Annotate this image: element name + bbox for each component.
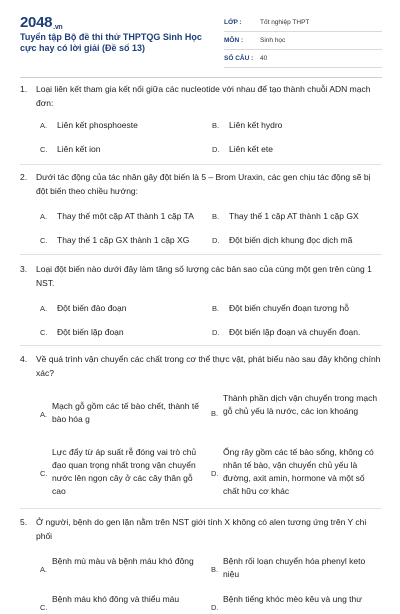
option-text: Đột biến dịch khung đọc dịch mã [229, 235, 353, 245]
option-letter: B. [212, 304, 220, 313]
question-1 [20, 82, 382, 154]
question-divider [20, 508, 382, 509]
option-letter: A. [40, 304, 48, 313]
option-letter: C. [40, 236, 48, 245]
question-divider [20, 345, 382, 346]
document-title: Tuyển tập Bộ đề thi thử THPTQG Sinh Học cực hay có lời giải (Đề số 13) [20, 32, 202, 53]
option-c[interactable] [40, 143, 210, 156]
option-text: Liên kết ion [57, 144, 101, 154]
question-stem [20, 170, 382, 198]
option-text: Mạch gỗ gồm các tế bào chết, thành tế bào hóa g [52, 401, 199, 424]
option-a[interactable] [40, 119, 210, 132]
option-text: Thay thế một cặp AT thành 1 cặp TA [57, 211, 194, 221]
option-b[interactable] [212, 119, 382, 132]
option-letter: B. [212, 121, 220, 130]
option-text: Ống rây gồm các tế bào sống, không có nhân tế bào, vận chuyển chủ yếu là đường, axit amin, hormone và một số chất hữu cơ khác [223, 447, 374, 496]
option-text: Đột biến chuyển đoạn tương hỗ [229, 303, 349, 313]
option-text: Bệnh rối loạn chuyển hóa phenyl keto niệu [223, 556, 366, 579]
option-letter: C. [40, 145, 48, 154]
logo-text: 2048 [20, 14, 53, 31]
question-text: Loại liên kết tham gia kết nối giữa các nucleotide với nhau để tạo thành chuỗi ADN mạch đơn: [36, 84, 371, 108]
meta-value: 40 [260, 55, 268, 62]
question-number: 1. [20, 84, 28, 94]
option-letter: A. [40, 121, 48, 130]
meta-value: Sinh học [260, 37, 286, 44]
question-divider [20, 164, 382, 165]
meta-row-count [224, 50, 382, 68]
question-number: 3. [20, 264, 28, 274]
header [0, 0, 400, 66]
question-number: 4. [20, 354, 28, 364]
option-letter: D. [212, 328, 220, 337]
option-d[interactable] [212, 143, 382, 156]
option-letter: D. [211, 603, 219, 612]
question-text: Dưới tác động của tác nhân gây đột biến là 5 – Brom Uraxin, các gen chịu tác động sẽ bị đột biến theo chiều hướng: [36, 172, 371, 196]
meta-row-subject [224, 32, 382, 50]
question-text: Về quá trình vận chuyển các chất trong cơ thể thực vật, phát biểu nào sau đây không chính xác? [36, 354, 381, 378]
option-a[interactable] [40, 555, 205, 574]
option-c[interactable] [40, 446, 205, 498]
option-d[interactable] [212, 326, 382, 339]
option-a[interactable] [40, 302, 210, 315]
option-b[interactable] [212, 210, 384, 223]
option-b[interactable] [211, 555, 379, 581]
option-a[interactable] [40, 400, 205, 426]
question-4 [20, 352, 382, 496]
question-3 [20, 262, 382, 337]
logo-suffix: .vn [53, 24, 63, 31]
option-text: Bệnh máu khó đông và thiểu máu [52, 594, 180, 604]
option-letter: B. [212, 212, 220, 221]
option-c[interactable] [40, 326, 210, 339]
option-letter: A. [40, 212, 48, 221]
question-text: Ở người, bệnh do gen lặn nằm trên NST giới tính X không có alen tương ứng trên Y chi phối [36, 517, 367, 541]
option-b[interactable] [212, 302, 382, 315]
option-text: Đột biến lặp đoạn [57, 327, 124, 337]
option-letter: B. [211, 565, 219, 574]
question-stem [20, 82, 382, 110]
option-letter: D. [212, 145, 220, 154]
option-text: Lực đẩy từ áp suất rễ đóng vai trò chủ đạo quan trọng nhất trong vận chuyển nước lên ngọn cây ở các cây thân gỗ cao [52, 447, 197, 496]
question-text: Loại đột biến nào dưới đây làm tăng số lượng các bản sao của cùng một gen trên cùng 1 NST. [36, 264, 372, 288]
meta-key: LỚP : [224, 19, 242, 26]
option-d[interactable] [211, 446, 379, 498]
option-text: Đột biến lặp đoạn và chuyển đoạn. [229, 327, 361, 337]
option-text: Thay thế 1 cặp AT thành 1 cặp GX [229, 211, 359, 221]
option-text: Thành phần dịch vận chuyển trong mạch gỗ chủ yếu là nước, các ion khoáng [223, 393, 378, 416]
meta-value: Tốt nghiệp THPT [260, 19, 310, 26]
option-d[interactable] [212, 234, 384, 247]
question-2 [20, 170, 382, 245]
question-stem [20, 262, 382, 290]
meta-key: MÔN : [224, 37, 244, 44]
question-divider [20, 254, 382, 255]
question-stem [20, 515, 382, 543]
question-stem [20, 352, 382, 380]
option-a[interactable] [40, 210, 212, 223]
question-5 [20, 515, 382, 612]
option-letter: B. [211, 409, 219, 418]
option-text: Đột biến đảo đoạn [57, 303, 127, 313]
option-letter: C. [40, 469, 48, 478]
option-letter: C. [40, 603, 48, 612]
option-c[interactable] [40, 593, 205, 612]
option-text: Bệnh tiếng khóc mèo kêu và ung thư [223, 594, 362, 604]
option-letter: A. [40, 410, 48, 419]
option-c[interactable] [40, 234, 212, 247]
meta-table [224, 14, 382, 68]
meta-row-class [224, 14, 382, 32]
header-divider [20, 77, 382, 78]
option-letter: D. [211, 469, 219, 478]
option-text: Bệnh mù màu và bệnh máu khó đông [52, 556, 194, 566]
option-letter: C. [40, 328, 48, 337]
site-logo[interactable] [20, 14, 62, 31]
option-text: Thay thế 1 cặp GX thành 1 cặp XG [57, 235, 190, 245]
option-letter: D. [212, 236, 220, 245]
option-text: Liên kết hydro [229, 120, 283, 130]
option-text: Liên kết phosphoeste [57, 120, 138, 130]
option-d[interactable] [211, 593, 379, 612]
question-number: 5. [20, 517, 28, 527]
option-text: Liên kết ete [229, 144, 273, 154]
option-letter: A. [40, 565, 48, 574]
option-b[interactable] [211, 392, 379, 418]
question-number: 2. [20, 172, 28, 182]
meta-key: SỐ CÂU : [224, 55, 254, 62]
